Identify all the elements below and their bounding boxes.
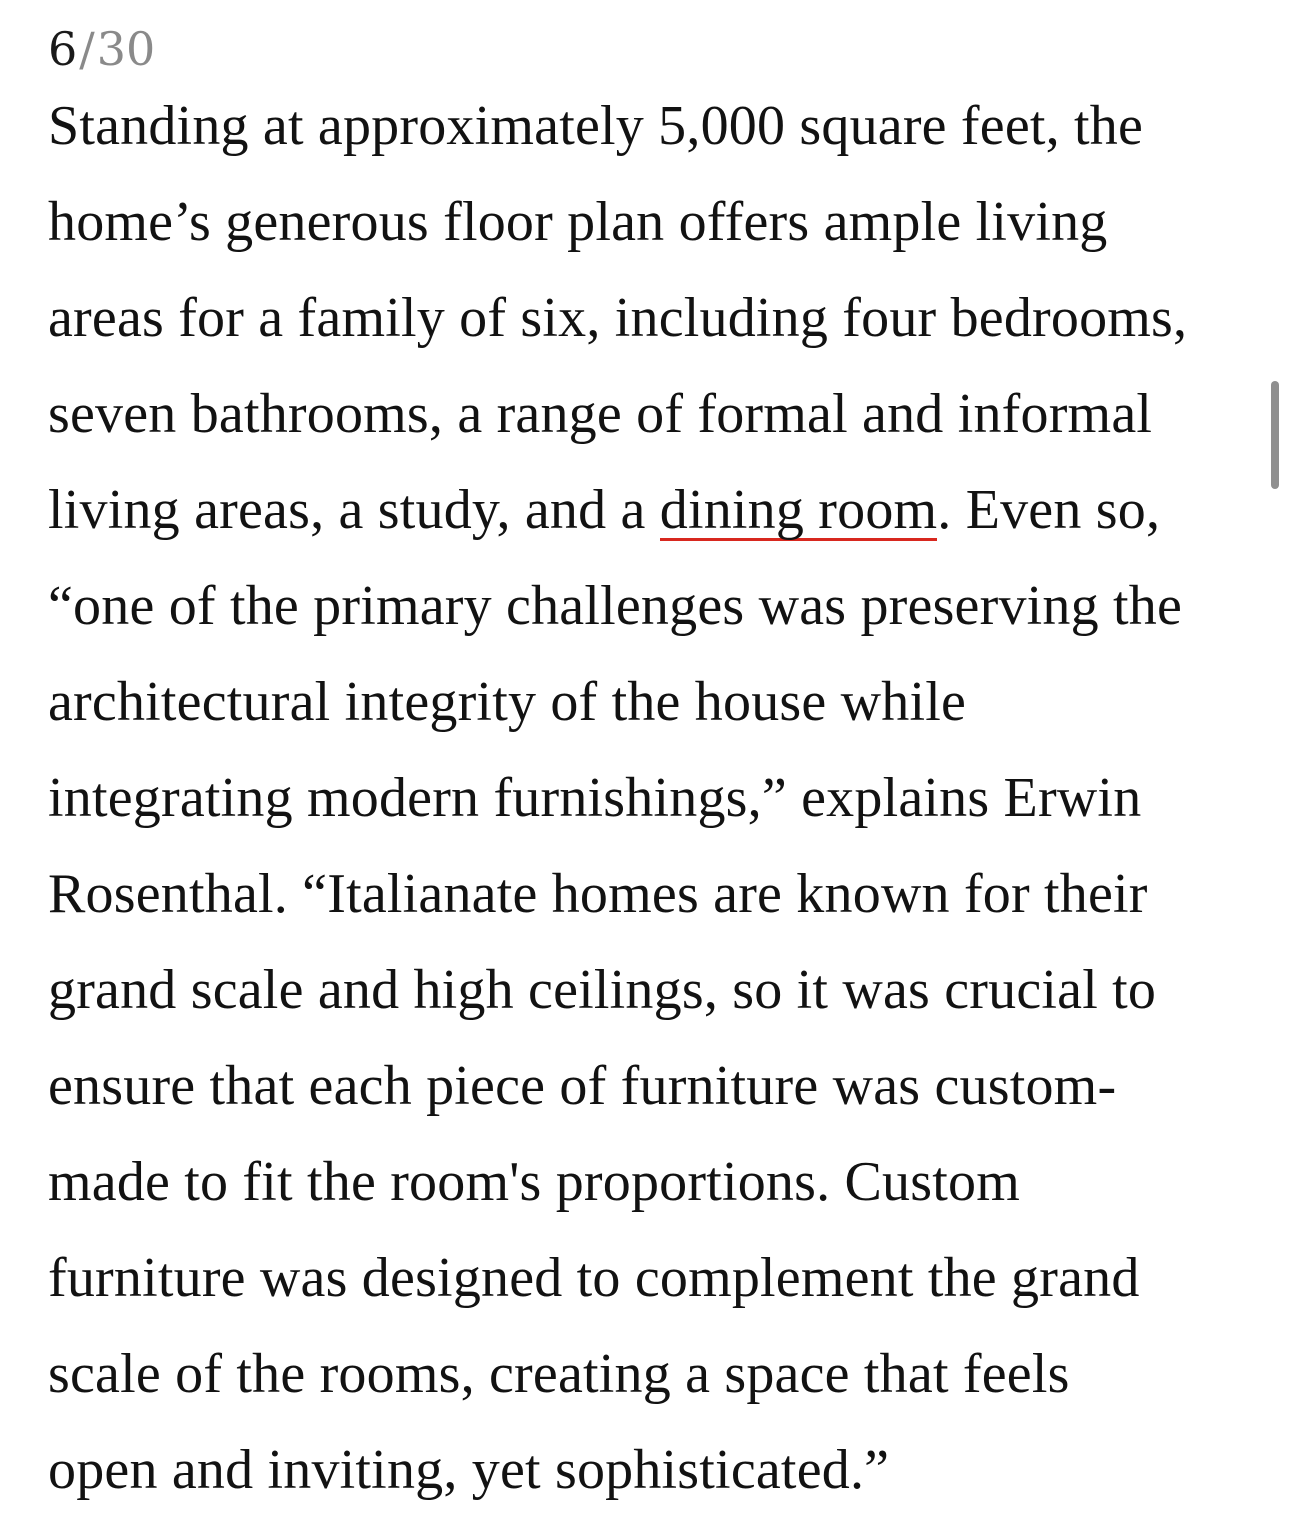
- paragraph-text: . Even so,: [937, 479, 1161, 541]
- slide-counter-separator: /: [79, 22, 95, 76]
- slide-counter-current: 6: [48, 22, 78, 76]
- paragraph-line: scale of the rooms, creating a space that feels: [48, 1343, 1070, 1405]
- paragraph-line: ensure that each piece of furniture was custom-: [48, 1055, 1117, 1117]
- paragraph-line: integrating modern furnishings,” explains Erwin: [48, 767, 1142, 829]
- paragraph-text: living areas, a study, and a: [48, 479, 660, 541]
- paragraph-line: Standing at approximately 5,000 square feet, the: [48, 95, 1144, 157]
- paragraph-line: grand scale and high ceilings, so it was crucial to: [48, 959, 1157, 1021]
- paragraph-line: “one of the primary challenges was preserving the: [48, 575, 1183, 637]
- article-paragraph: [48, 78, 1248, 1518]
- paragraph-line: open and inviting, yet sophisticated.”: [48, 1439, 890, 1501]
- paragraph-line: [48, 462, 1248, 558]
- paragraph-line: areas for a family of six, including four bedrooms,: [48, 287, 1188, 349]
- paragraph-line: home’s generous floor plan offers ample living: [48, 191, 1108, 253]
- paragraph-line: Rosenthal. “Italianate homes are known for their: [48, 863, 1148, 925]
- paragraph-line: architectural integrity of the house while: [48, 671, 967, 733]
- scrollbar-thumb[interactable]: [1271, 381, 1279, 489]
- paragraph-line: made to fit the room's proportions. Custom: [48, 1151, 1020, 1213]
- paragraph-line: seven bathrooms, a range of formal and informal: [48, 383, 1153, 445]
- slide-counter-total: 30: [96, 22, 156, 76]
- article-container: [48, 0, 1248, 1518]
- dining-room-link[interactable]: dining room: [659, 479, 938, 541]
- slide-counter: [48, 20, 1248, 78]
- paragraph-line: furniture was designed to complement the grand: [48, 1247, 1140, 1309]
